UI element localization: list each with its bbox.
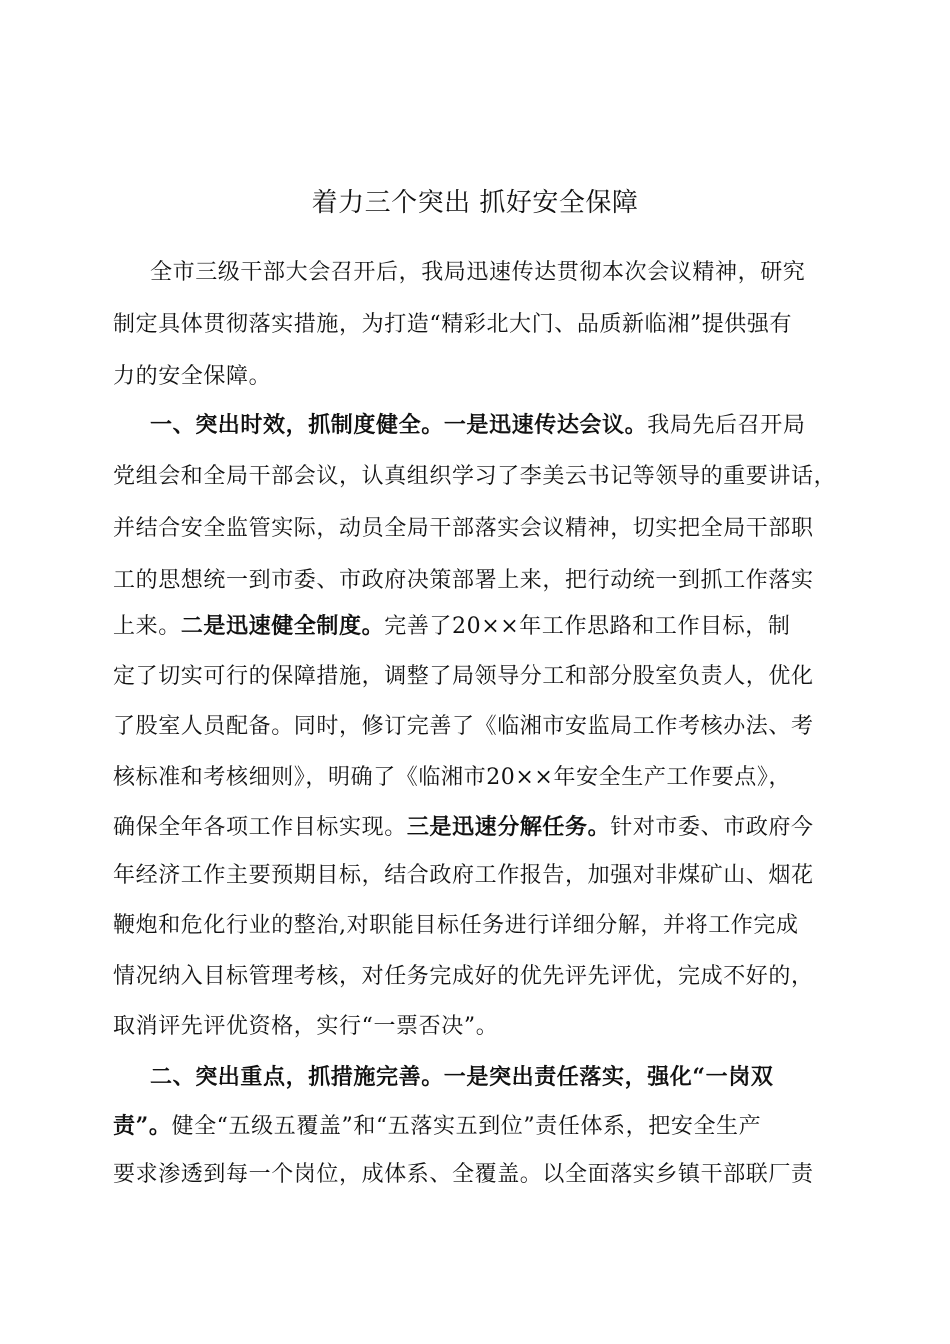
section2-line-3: 要求渗透到每一个岗位，成体系、全覆盖。以全面落实乡镇干部联厂责 bbox=[113, 1162, 814, 1187]
section1-line-2: 党组会和全局干部会议，认真组织学习了李美云书记等领导的重要讲话， bbox=[113, 464, 837, 489]
intro-line-1: 全市三级干部大会召开后，我局迅速传达贯彻本次会议精神，研究 bbox=[150, 260, 806, 285]
section1-line-12: 情况纳入目标管理考核，对任务完成好的优先评先评优，完成不好的， bbox=[113, 964, 814, 989]
section1-line-9 bbox=[113, 812, 814, 843]
section1-line-11: 鞭炮和危化行业的整治,对职能目标任务进行详细分解，并将工作完成 bbox=[113, 913, 799, 938]
section1-line-4: 工的思想统一到市委、市政府决策部署上来，把行动统一到抓工作落实 bbox=[113, 568, 814, 593]
section1-line-13: 取消评先评优资格，实行“一票否决”。 bbox=[113, 1014, 499, 1039]
section2-line-2-bold: 责”。 bbox=[113, 1113, 172, 1139]
section1-line-5-tail: 完善了20××年工作思路和工作目标，制 bbox=[384, 614, 791, 639]
section1-line-5-text: 上来。 bbox=[113, 614, 181, 639]
section1-line-9-tail: 针对市委、市政府今 bbox=[610, 815, 814, 840]
section1-line-7: 了股室人员配备。同时，修订完善了《临湘市安监局工作考核办法、考 bbox=[113, 714, 814, 739]
section1-line-10: 年经济工作主要预期目标，结合政府工作报告，加强对非煤矿山、烟花 bbox=[113, 863, 814, 888]
section1-point2: 二是迅速健全制度。 bbox=[180, 613, 385, 639]
section1-line-3: 并结合安全监管实际，动员全局干部落实会议精神，切实把全局干部职 bbox=[113, 516, 814, 541]
intro-line-3: 力的安全保障。 bbox=[113, 364, 272, 389]
intro-line-2: 制定具体贯彻落实措施，为打造“精彩北大门、品质新临湘”提供强有 bbox=[113, 312, 793, 337]
section1-point3: 三是迅速分解任务。 bbox=[406, 814, 611, 840]
section1-line-9-text: 确保全年各项工作目标实现。 bbox=[113, 815, 407, 840]
section2-line-2-text: 健全“五级五覆盖”和“五落实五到位”责任体系，把安全生产 bbox=[171, 1114, 762, 1139]
document-title: 着力三个突出 抓好安全保障 bbox=[311, 188, 639, 218]
section1-line-8: 核标准和考核细则》，明确了《临湘市20××年安全生产工作要点》， bbox=[113, 765, 792, 790]
section1-line-1-text: 我局先后召开局 bbox=[647, 413, 806, 438]
section1-line-6: 定了切实可行的保障措施，调整了局领导分工和部分股室负责人，优化 bbox=[113, 664, 814, 689]
section1-point1: 一是迅速传达会议。 bbox=[443, 412, 648, 438]
section1-heading: 一、突出时效，抓制度健全。 bbox=[150, 412, 444, 438]
section2-line-2 bbox=[113, 1111, 761, 1142]
section1-line-5 bbox=[113, 611, 790, 642]
section1-line-1 bbox=[150, 410, 805, 441]
section2-line-1: 二、突出重点，抓措施完善。一是突出责任落实，强化“一岗双 bbox=[150, 1064, 774, 1090]
